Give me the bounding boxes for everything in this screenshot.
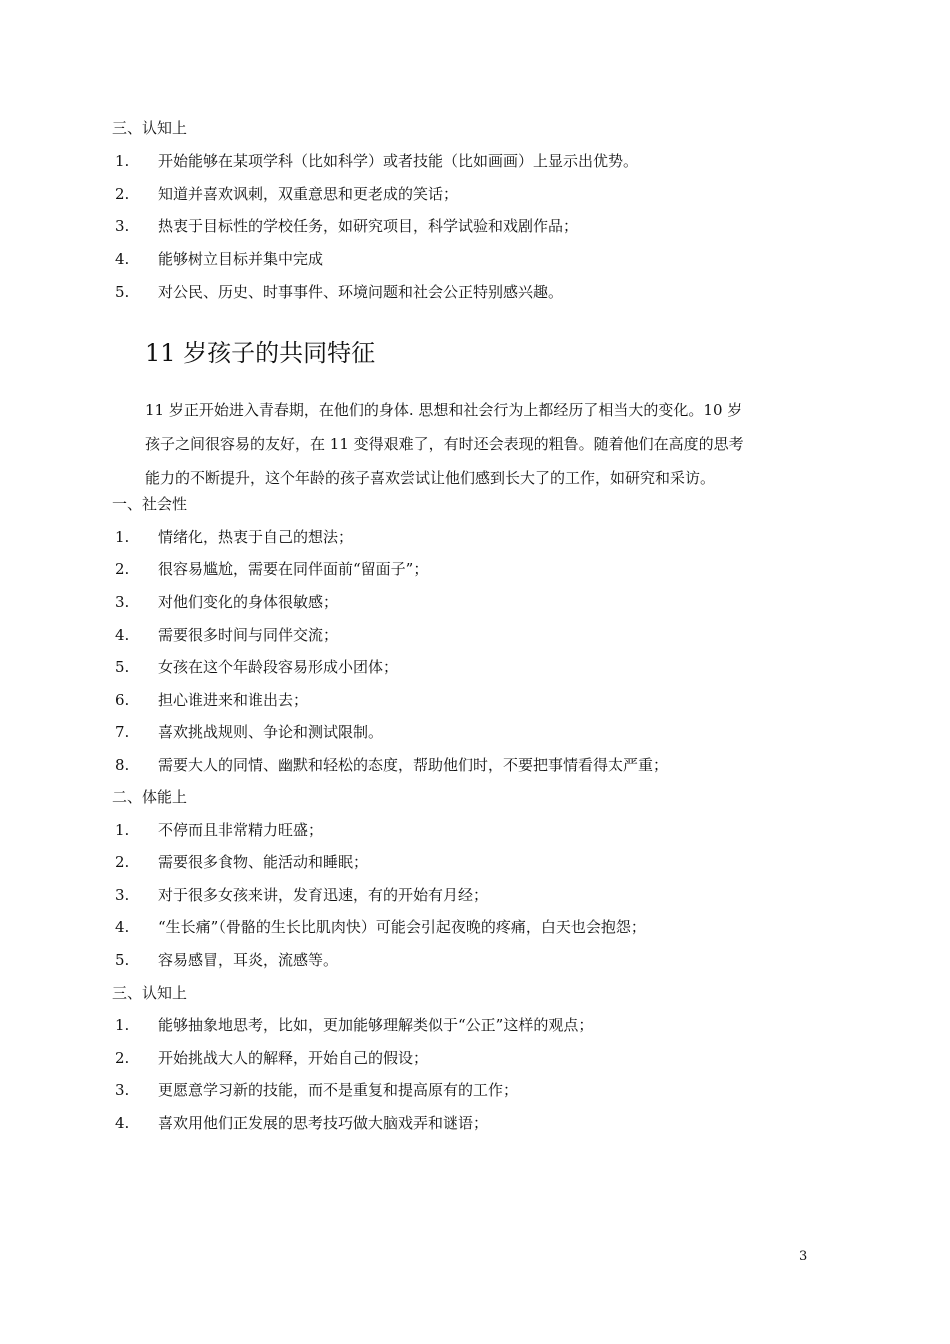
list-item [115, 885, 488, 905]
list-item-number: 2. [115, 1049, 130, 1067]
list-item-number: 1. [115, 528, 130, 546]
intro-line: 能力的不断提升，这个年龄的孩子喜欢尝试让他们感到长大了的工作，如研究和采访。 [145, 469, 716, 487]
list-item-text: 女孩在这个年龄段容易形成小团体； [158, 658, 399, 676]
list-item [115, 249, 323, 269]
list-item [115, 527, 353, 547]
list-item-text: 能够树立目标并集中完成 [158, 250, 324, 268]
list-item-number: 5. [115, 951, 130, 969]
section-label-social: 一、社会性 [112, 495, 188, 513]
list-item [115, 1080, 518, 1100]
section-heading: 11 岁孩子的共同特征 [145, 339, 376, 367]
list-item-number: 3. [115, 217, 130, 235]
list-item-number: 8. [115, 756, 130, 774]
list-item-number: 4. [115, 250, 130, 268]
list-item-number: 6. [115, 691, 130, 709]
list-item-number: 3. [115, 1081, 130, 1099]
list-item-number: 5. [115, 658, 130, 676]
list-item-text: 开始能够在某项学科（比如科学）或者技能（比如画画）上显示出优势。 [158, 152, 639, 170]
list-item-text: 知道并喜欢讽刺，双重意思和更老成的笑话； [158, 185, 459, 203]
list-item [115, 852, 368, 872]
intro-line: 孩子之间很容易的友好，在 11 变得艰难了，有时还会表现的粗鲁。随着他们在高度的思考 [145, 435, 744, 453]
list-item-text: 对于很多女孩来讲，发育迅速，有的开始有月经； [158, 886, 489, 904]
list-item-number: 1. [115, 1016, 130, 1034]
list-item-text: 情绪化，热衷于自己的想法； [158, 528, 354, 546]
section-label-cognitive-top: 三、认知上 [112, 119, 188, 137]
list-item-text: 容易感冒，耳炎，流感等。 [158, 951, 339, 969]
list-item-number: 2. [115, 853, 130, 871]
list-item [115, 216, 578, 236]
list-item-number: 5. [115, 283, 130, 301]
list-item [115, 1113, 488, 1133]
list-item-number: 3. [115, 593, 130, 611]
list-item-text: 对他们变化的身体很敏感； [158, 593, 339, 611]
list-item-text: 对公民、历史、时事事件、环境问题和社会公正特别感兴趣。 [158, 283, 564, 301]
list-item-number: 1. [115, 821, 130, 839]
list-item-text: 能够抽象地思考，比如，更加能够理解类似于“公正”这样的观点； [158, 1016, 594, 1034]
list-item-text: 很容易尴尬，需要在同伴面前“留面子”； [158, 560, 429, 578]
list-item-text: 需要很多食物、能活动和睡眠； [158, 853, 369, 871]
list-item [115, 690, 308, 710]
list-item [115, 950, 338, 970]
list-item-text: 开始挑战大人的解释，开始自己的假设； [158, 1049, 429, 1067]
section-label-cognitive-bottom: 三、认知上 [112, 984, 188, 1002]
list-item [115, 1015, 593, 1035]
list-item-number: 2. [115, 560, 130, 578]
section-label-physical: 二、体能上 [112, 788, 188, 806]
list-item [115, 657, 398, 677]
list-item-text: 更愿意学习新的技能，而不是重复和提高原有的工作； [158, 1081, 519, 1099]
list-item-text: 喜欢挑战规则、争论和测试限制。 [158, 723, 384, 741]
list-item-text: 需要大人的同情、幽默和轻松的态度，帮助他们时，不要把事情看得太严重； [158, 756, 669, 774]
list-item [115, 592, 338, 612]
list-item [115, 282, 563, 302]
page-number: 3 [799, 1249, 808, 1264]
list-item-number: 3. [115, 886, 130, 904]
list-item-text: “生长痛”（骨骼的生长比肌肉快）可能会引起夜晚的疼痛，白天也会抱怨； [158, 918, 646, 936]
list-item [115, 151, 638, 171]
list-item-text: 需要很多时间与同伴交流； [158, 626, 339, 644]
intro-paragraph [145, 393, 815, 495]
list-item [115, 625, 338, 645]
list-item [115, 917, 646, 937]
intro-line: 11 岁正开始进入青春期，在他们的身体. 思想和社会行为上都经历了相当大的变化。10 岁 [145, 401, 743, 419]
list-item [115, 184, 458, 204]
list-item-number: 1. [115, 152, 130, 170]
list-item-number: 4. [115, 1114, 130, 1132]
list-item [115, 820, 323, 840]
list-item-number: 2. [115, 185, 130, 203]
list-item-text: 担心谁进来和谁出去； [158, 691, 309, 709]
list-item [115, 722, 383, 742]
list-item-number: 4. [115, 626, 130, 644]
list-item-text: 喜欢用他们正发展的思考技巧做大脑戏弄和谜语； [158, 1114, 489, 1132]
list-item [115, 1048, 428, 1068]
list-item-number: 4. [115, 918, 130, 936]
list-item [115, 755, 668, 775]
list-item-text: 热衷于目标性的学校任务，如研究项目，科学试验和戏剧作品； [158, 217, 579, 235]
list-item-text: 不停而且非常精力旺盛； [158, 821, 324, 839]
list-item-number: 7. [115, 723, 130, 741]
list-item [115, 559, 428, 579]
